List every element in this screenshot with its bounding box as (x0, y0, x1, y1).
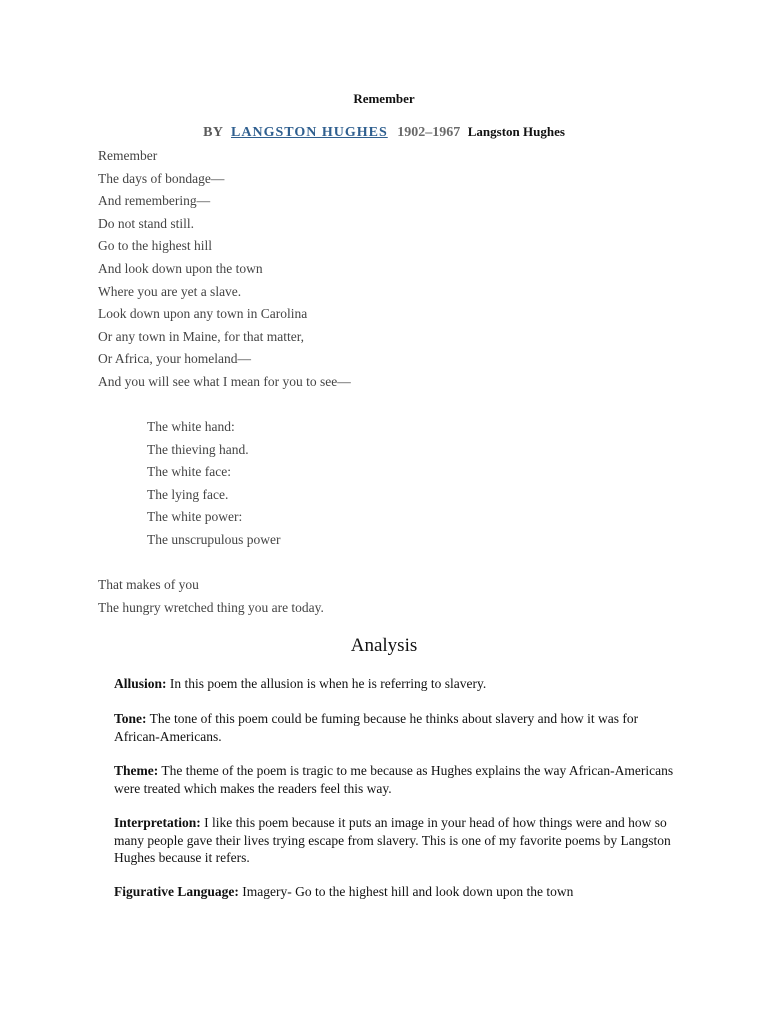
poem-line: And remembering— (98, 193, 211, 208)
poem-line: The thieving hand. (147, 442, 249, 457)
analysis-text: In this poem the allusion is when he is referring to slavery. (169, 676, 487, 691)
poem-line: The white power: (147, 509, 243, 524)
analysis-heading: Analysis (350, 635, 418, 656)
author-name: Langston Hughes (467, 124, 565, 139)
poem-line: Do not stand still. (98, 216, 195, 231)
analysis-text: The theme of the poem is tragic to me because as Hughes explains the way African-Americans were treated which makes the readers feel this way. (114, 763, 674, 796)
analysis-item-tone (114, 710, 674, 745)
poem-line: And look down upon the town (98, 261, 263, 276)
poem-line: That makes of you (98, 577, 199, 592)
analysis-text: Imagery- Go to the highest hill and look down upon the town (242, 884, 574, 899)
poem-line: Where you are yet a slave. (98, 284, 242, 299)
analysis-term: Interpretation: (114, 815, 201, 830)
author-years: 1902–1967 (397, 125, 461, 140)
poem-line: The unscrupulous power (147, 532, 281, 547)
analysis-term: Theme: (114, 763, 159, 778)
analysis-item-figurative-language (114, 883, 674, 901)
poem-line: Or Africa, your homeland— (98, 351, 251, 366)
analysis-term: Tone: (114, 711, 147, 726)
analysis-item-theme (114, 762, 674, 797)
poem-line: Remember (98, 148, 158, 163)
poem-line: The lying face. (147, 487, 229, 502)
poem-line: The white hand: (147, 419, 235, 434)
analysis-term: Allusion: (114, 676, 167, 691)
poem-line: The white face: (147, 464, 231, 479)
analysis-text: The tone of this poem could be fuming because he thinks about slavery and how it was for African-Americans. (114, 711, 639, 744)
poem-line: Look down upon any town in Carolina (98, 306, 308, 321)
poem-line: The days of bondage— (98, 171, 225, 186)
author-link[interactable]: LANGSTON HUGHES (231, 125, 388, 140)
byline-prefix: BY (203, 125, 224, 140)
poem-line: The hungry wretched thing you are today. (98, 600, 324, 615)
poem-title: Remember (353, 91, 415, 106)
analysis-item-interpretation (114, 814, 674, 867)
analysis-text: I like this poem because it puts an image in your head of how things were and how so many people gave their lives trying escape from slavery. This is one of my favorite poems by Langston Hughes because it refers. (114, 815, 671, 865)
analysis-term: Figurative Language: (114, 884, 239, 899)
poem-line: Go to the highest hill (98, 238, 212, 253)
poem-line: And you will see what I mean for you to see— (98, 374, 351, 389)
analysis-item-allusion (114, 675, 674, 693)
byline (0, 124, 768, 141)
poem-line: Or any town in Maine, for that matter, (98, 329, 305, 344)
